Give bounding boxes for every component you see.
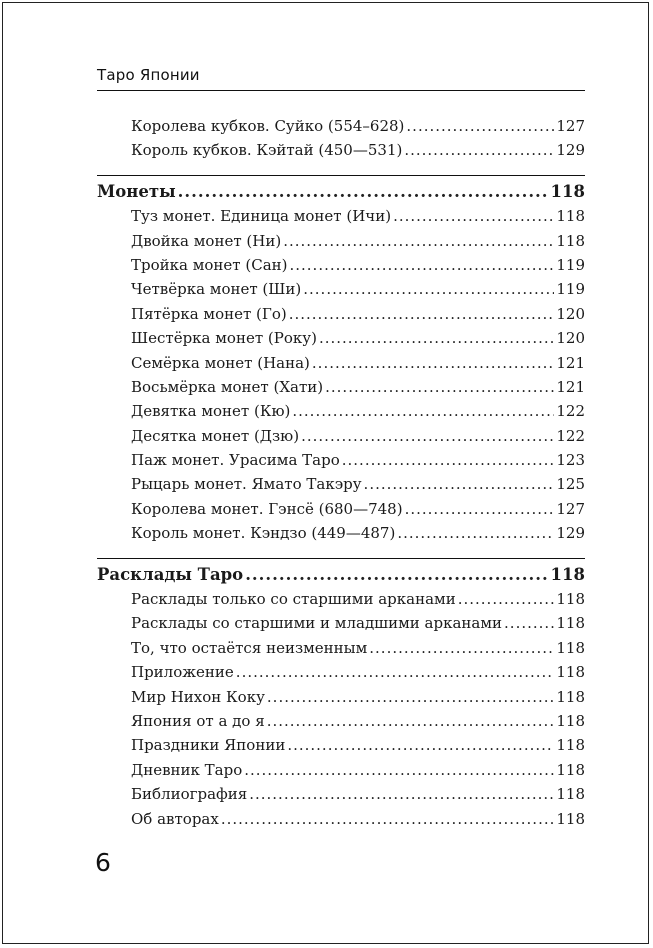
toc-entry[interactable]: [97, 587, 585, 611]
toc-entry[interactable]: [97, 302, 585, 326]
toc-entry-title: Семёрка монет (Нана): [131, 353, 310, 372]
dot-leader: [249, 782, 554, 806]
dot-leader: [283, 229, 554, 253]
section-divider: [97, 175, 585, 176]
toc-entry-title: Приложение: [131, 663, 234, 682]
toc-entry-page: 118: [556, 638, 585, 657]
dot-leader: [319, 326, 554, 350]
toc-entry-page: 121: [556, 353, 585, 372]
toc-entry-page: 125: [556, 475, 585, 494]
toc-entry[interactable]: [97, 375, 585, 399]
toc-entry[interactable]: [97, 448, 585, 472]
dot-leader: [289, 253, 554, 277]
toc-entry[interactable]: [97, 497, 585, 521]
dot-leader: [504, 611, 554, 635]
table-of-contents: [97, 114, 585, 831]
dot-leader: [458, 587, 555, 611]
dot-leader: [236, 660, 555, 684]
toc-entry-page: 119: [556, 255, 585, 274]
dot-leader: [342, 448, 555, 472]
toc-entry-page: 129: [556, 524, 585, 543]
toc-entry-title: Паж монет. Урасима Таро: [131, 451, 340, 470]
toc-section-title: Монеты: [97, 181, 176, 201]
toc-entry-page: 118: [556, 760, 585, 779]
header-rule: [97, 90, 585, 91]
dot-leader: [406, 114, 554, 138]
toc-entry[interactable]: [97, 424, 585, 448]
toc-entry-title: Об авторах: [131, 809, 219, 828]
toc-entry[interactable]: [97, 521, 585, 545]
toc-section-title: Расклады Таро: [97, 564, 244, 584]
toc-entry-title: Расклады только со старшими арканами: [131, 590, 456, 609]
toc-entry-page: 118: [556, 736, 585, 755]
toc-section-page: 118: [550, 181, 585, 201]
toc-entry-title: Королева кубков. Суйко (554–628): [131, 117, 405, 135]
dot-leader: [287, 733, 554, 757]
dot-leader: [404, 138, 554, 162]
dot-leader: [325, 375, 554, 399]
dot-leader: [178, 180, 549, 204]
toc-entry[interactable]: [97, 685, 585, 709]
toc-entry-page: 118: [556, 614, 585, 633]
dot-leader: [364, 472, 555, 496]
dot-leader: [244, 758, 554, 782]
toc-entry-title: Библиография: [131, 785, 248, 804]
toc-entry[interactable]: [97, 399, 585, 423]
dot-leader: [221, 807, 555, 831]
toc-entry-page: 121: [556, 377, 585, 396]
toc-entry-page: 118: [556, 590, 585, 609]
toc-entry-page: 127: [556, 499, 585, 518]
toc-entry-title: Япония от а до я: [131, 711, 265, 730]
dot-leader: [292, 399, 554, 423]
toc-entry-title: Восьмёрка монет (Хати): [131, 377, 324, 396]
dot-leader: [301, 424, 554, 448]
toc-entry-page: 129: [556, 141, 585, 160]
toc-entry-page: 122: [556, 402, 585, 421]
toc-entry-page: 127: [556, 117, 585, 135]
dot-leader: [267, 685, 554, 709]
toc-entry-title: То, что остаётся неизменным: [131, 638, 368, 657]
toc-entry-page: 123: [556, 451, 585, 470]
toc-entry-title: Тройка монет (Сан): [131, 255, 288, 274]
toc-entry-page: 122: [556, 426, 585, 445]
dot-leader: [303, 277, 554, 301]
toc-entry-page: 118: [556, 663, 585, 682]
toc-entry-title: Король кубков. Кэйтай (450—531): [131, 141, 403, 160]
toc-section-page: 118: [550, 564, 585, 584]
toc-entry[interactable]: [97, 253, 585, 277]
toc-entry-title: Праздники Японии: [131, 736, 286, 755]
toc-entry[interactable]: [97, 138, 585, 162]
section-divider: [97, 558, 585, 559]
toc-entry[interactable]: [97, 277, 585, 301]
toc-entry[interactable]: [97, 636, 585, 660]
toc-entry-page: 119: [556, 280, 585, 299]
toc-entry-title: Двойка монет (Ни): [131, 231, 282, 250]
toc-entry[interactable]: [97, 204, 585, 228]
toc-entry-title: Дневник Таро: [131, 760, 243, 779]
toc-entry-title: Королева монет. Гэнсё (680—748): [131, 499, 403, 518]
toc-entry-page: 118: [556, 785, 585, 804]
toc-entry[interactable]: [97, 660, 585, 684]
toc-entry-page: 118: [556, 207, 585, 226]
toc-section-spreads[interactable]: [97, 563, 585, 587]
dot-leader: [397, 521, 554, 545]
toc-entry-title: Шестёрка монет (Року): [131, 329, 317, 348]
toc-entry-title: Король монет. Кэндзо (449—487): [131, 524, 396, 543]
toc-entry-title: Расклады со старшими и младшими арканами: [131, 614, 503, 633]
toc-entry-title: Туз монет. Единица монет (Ичи): [131, 207, 392, 226]
toc-entry[interactable]: [97, 733, 585, 757]
toc-entry[interactable]: [97, 807, 585, 831]
toc-entry[interactable]: [97, 114, 585, 138]
toc-entry-title: Рыцарь монет. Ямато Такэру: [131, 475, 362, 494]
toc-entry[interactable]: [97, 326, 585, 350]
dot-leader: [405, 497, 555, 521]
toc-entry[interactable]: [97, 709, 585, 733]
toc-entry-page: 118: [556, 687, 585, 706]
toc-entry-title: Девятка монет (Кю): [131, 402, 291, 421]
toc-entry-title: Четвёрка монет (Ши): [131, 280, 302, 299]
toc-entry[interactable]: [97, 351, 585, 375]
toc-entry[interactable]: [97, 782, 585, 806]
toc-entry[interactable]: [97, 758, 585, 782]
dot-leader: [369, 636, 554, 660]
toc-entry-title: Десятка монет (Дзю): [131, 426, 300, 445]
dot-leader: [245, 563, 548, 587]
dot-leader: [289, 302, 555, 326]
toc-entry-title: Мир Нихон Коку: [131, 687, 265, 706]
dot-leader: [393, 204, 554, 228]
toc-entry[interactable]: [97, 472, 585, 496]
toc-entry-page: 118: [556, 231, 585, 250]
toc-entry-page: 118: [556, 711, 585, 730]
toc-section-coins[interactable]: [97, 180, 585, 204]
toc-entry-page: 120: [556, 329, 585, 348]
running-head: Таро Японии: [97, 66, 200, 84]
dot-leader: [267, 709, 555, 733]
toc-entry-page: 120: [556, 304, 585, 323]
toc-entry[interactable]: [97, 611, 585, 635]
toc-entry-page: 118: [556, 809, 585, 828]
page-number: 6: [95, 848, 111, 877]
toc-entry-title: Пятёрка монет (Го): [131, 304, 287, 323]
toc-entry[interactable]: [97, 229, 585, 253]
dot-leader: [312, 351, 554, 375]
